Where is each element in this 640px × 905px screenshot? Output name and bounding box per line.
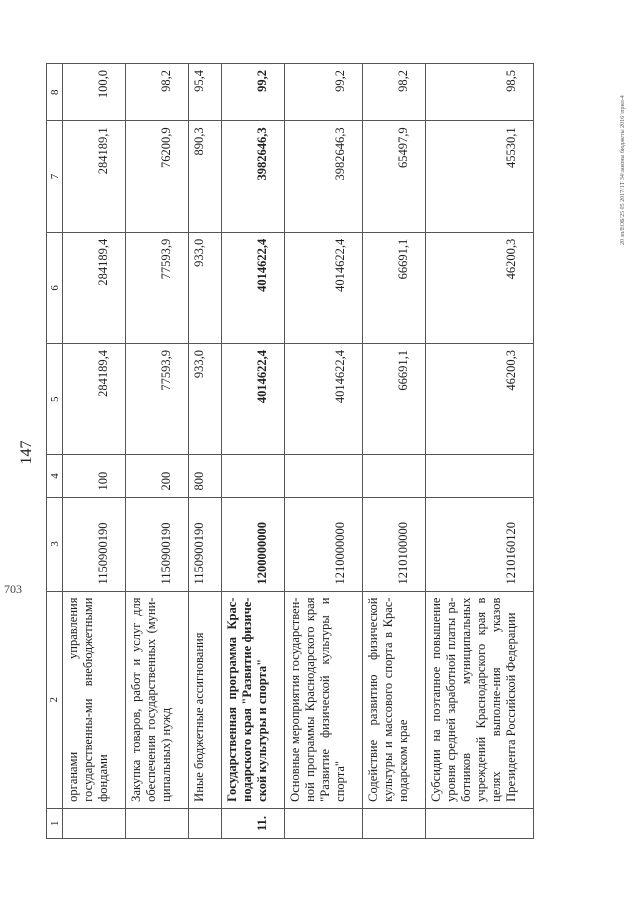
- value-col7: 3982646,3: [285, 121, 363, 232]
- percent-col8: 98,5: [426, 64, 534, 121]
- item-name: Основные мероприятия государствен-ной программы Краснодарского края "Развитие физической культуры и спорта": [285, 591, 363, 808]
- table-row: [126, 64, 189, 839]
- item-code: 1210160120: [426, 497, 534, 591]
- table-row: [363, 64, 426, 839]
- table-row: [222, 64, 285, 839]
- value-col6: 77593,9: [126, 232, 189, 343]
- table-row: [63, 64, 126, 839]
- row-number: [363, 808, 426, 838]
- value-col5: 46200,3: [426, 344, 534, 455]
- item-name: Иные бюджетные ассигнования: [189, 591, 222, 808]
- expense-type: 200: [126, 455, 189, 497]
- header-cell: 7: [47, 121, 63, 232]
- budget-table: [46, 63, 534, 839]
- item-name: Субсидии на поэтапное повышение уровня средней заработной платы ра-ботников муниципальных учреждений Краснодарского края в целях выполне-ния указов Президента Российской Федерации: [426, 591, 534, 808]
- header-cell: 2: [47, 591, 63, 808]
- value-col5: 284189,4: [63, 344, 126, 455]
- value-col6: 933,0: [189, 232, 222, 343]
- header-cell: 8: [47, 64, 63, 121]
- header-cell: 5: [47, 344, 63, 455]
- item-code: 1210000000: [285, 497, 363, 591]
- row-number: [126, 808, 189, 838]
- expense-type: 100: [63, 455, 126, 497]
- item-code: 1200000000: [222, 497, 285, 591]
- item-name: Содействие развитию физической культуры и массового спорта в Крас-нодарском крае: [363, 591, 426, 808]
- value-col5: 77593,9: [126, 344, 189, 455]
- value-col5: 4014622,4: [285, 344, 363, 455]
- value-col7: 76200,9: [126, 121, 189, 232]
- corner-page-mark: 703: [4, 582, 22, 596]
- percent-col8: 95,4: [189, 64, 222, 121]
- row-number: [189, 808, 222, 838]
- percent-col8: 99,2: [222, 64, 285, 121]
- row-number: 11.: [222, 808, 285, 838]
- item-code: 1150900190: [189, 497, 222, 591]
- value-col7: 284189,1: [63, 121, 126, 232]
- header-cell: 4: [47, 455, 63, 497]
- header-cell: 6: [47, 232, 63, 343]
- value-col7: 65497,9: [363, 121, 426, 232]
- value-col6: 4014622,4: [222, 232, 285, 343]
- expense-type: [285, 455, 363, 497]
- value-col5: 4014622,4: [222, 344, 285, 455]
- value-col7: 3982646,3: [222, 121, 285, 232]
- value-col7: 45530,1: [426, 121, 534, 232]
- row-number: [426, 808, 534, 838]
- item-code: 1150900190: [126, 497, 189, 591]
- table-row: [285, 64, 363, 839]
- item-code: 1150900190: [63, 497, 126, 591]
- item-code: 1210100000: [363, 497, 426, 591]
- expense-type: 800: [189, 455, 222, 497]
- value-col5: 66691,1: [363, 344, 426, 455]
- percent-col8: 98,2: [363, 64, 426, 121]
- percent-col8: 98,2: [126, 64, 189, 121]
- row-number: [285, 808, 363, 838]
- value-col6: 66691,1: [363, 232, 426, 343]
- table-row: [189, 64, 222, 839]
- value-col5: 933,0: [189, 344, 222, 455]
- value-col7: 890,3: [189, 121, 222, 232]
- item-name: Закупка товаров, работ и услуг для обеспечения государственных (муни-ципальных) нужд: [126, 591, 189, 808]
- expense-type: [426, 455, 534, 497]
- percent-col8: 99,2: [285, 64, 363, 121]
- table-row: [426, 64, 534, 839]
- expense-type: [222, 455, 285, 497]
- percent-col8: 100,0: [63, 64, 126, 121]
- page-number: 147: [18, 440, 35, 465]
- footer-file-path: 20 эп/ЕОБ/25 05 2017/1Т 34\законы бюджеты 2016 \прил-4: [620, 95, 626, 245]
- value-col6: 284189,4: [63, 232, 126, 343]
- row-number: [63, 808, 126, 838]
- value-col6: 46200,3: [426, 232, 534, 343]
- expense-type: [363, 455, 426, 497]
- table-header-row: [47, 64, 63, 839]
- value-col6: 4014622,4: [285, 232, 363, 343]
- item-name: органами управления государственны-ми внебюджетными фондами: [63, 591, 126, 808]
- header-cell: 3: [47, 497, 63, 591]
- header-cell: 1: [47, 808, 63, 838]
- item-name: Государственная программа Крас-нодарского края "Развитие физиче-ской культуры и спорта": [222, 591, 285, 808]
